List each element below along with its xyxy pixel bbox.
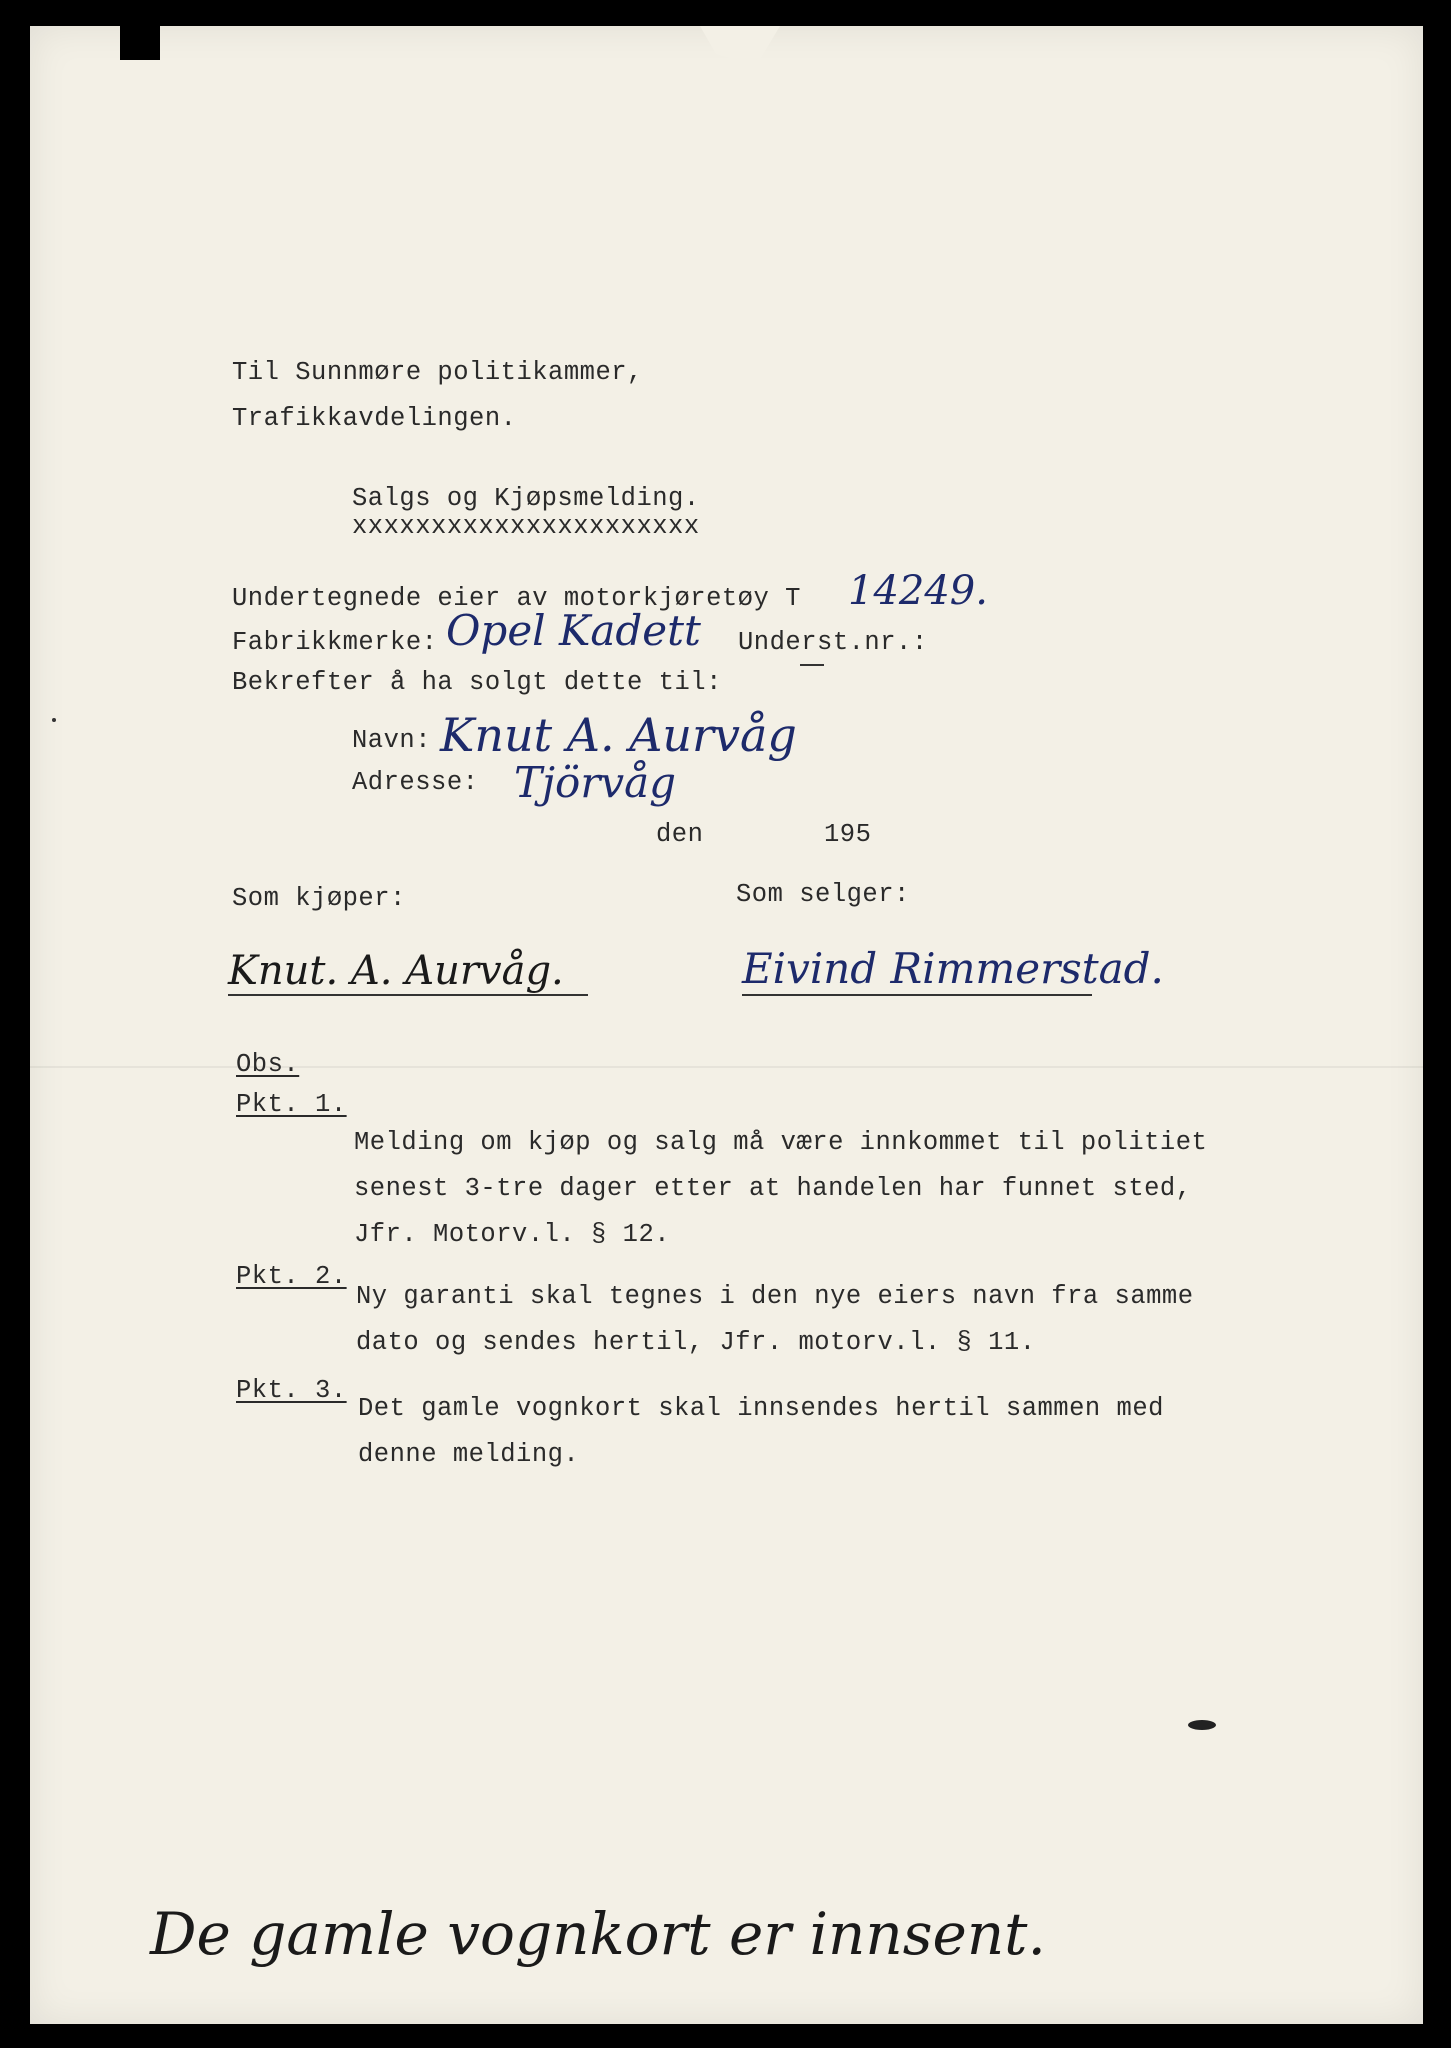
seller-label: Som selger: bbox=[736, 880, 910, 909]
chassis-label: Underst.nr.: bbox=[738, 628, 928, 657]
point-2-line-1: Ny garanti skal tegnes i den nye eiers navn fra samme bbox=[356, 1282, 1194, 1311]
document-title: Salgs og Kjøpsmelding. bbox=[352, 484, 700, 513]
registration-number: 14249. bbox=[848, 568, 988, 614]
point-3-label: Pkt. 3. bbox=[236, 1376, 347, 1405]
make-value: Opel Kadett bbox=[446, 606, 701, 655]
paper-notch bbox=[120, 20, 160, 60]
point-1-line-1: Melding om kjøp og salg må være innkommet til politiet bbox=[354, 1128, 1208, 1157]
point-1-label: Pkt. 1. bbox=[236, 1090, 347, 1119]
point-1-line-3: Jfr. Motorv.l. § 12. bbox=[354, 1220, 671, 1249]
make-label: Fabrikkmerke: bbox=[232, 628, 438, 657]
title-strikeout: xxxxxxxxxxxxxxxxxxxxxx bbox=[352, 512, 700, 541]
buyer-signature-line bbox=[228, 994, 588, 996]
name-label: Navn: bbox=[352, 726, 432, 755]
ink-smudge bbox=[1188, 1720, 1216, 1730]
date-year: 195 bbox=[824, 820, 872, 849]
owner-label: Undertegnede eier av motorkjøretøy T bbox=[232, 584, 801, 613]
confirm-label: Bekrefter å ha solgt dette til: bbox=[232, 668, 722, 697]
point-2-label: Pkt. 2. bbox=[236, 1262, 347, 1291]
name-value: Knut A. Aurvåg bbox=[440, 708, 797, 762]
seller-signature-line bbox=[742, 994, 1092, 996]
address-value: Tjörvåg bbox=[514, 758, 677, 807]
point-3-line-1: Det gamle vognkort skal innsendes hertil sammen med bbox=[358, 1394, 1164, 1423]
address-label: Adresse: bbox=[352, 768, 479, 797]
footer-handwritten-note: De gamle vognkort er innsent. bbox=[150, 1900, 1046, 1968]
date-prefix: den bbox=[656, 820, 704, 849]
department-line: Trafikkavdelingen. bbox=[232, 404, 517, 433]
chassis-dash bbox=[800, 664, 824, 666]
buyer-signature: Knut. A. Aurvåg. bbox=[228, 948, 564, 994]
seller-signature: Eivind Rimmerstad. bbox=[742, 944, 1164, 993]
ink-dot bbox=[52, 718, 56, 722]
point-3-line-2: denne melding. bbox=[358, 1440, 580, 1469]
point-1-line-2: senest 3-tre dager etter at handelen har funnet sted, bbox=[354, 1174, 1192, 1203]
obs-heading: Obs. bbox=[236, 1050, 300, 1079]
buyer-label: Som kjøper: bbox=[232, 884, 406, 913]
point-2-line-2: dato og sendes hertil, Jfr. motorv.l. § 11. bbox=[356, 1328, 1036, 1357]
addressee-line: Til Sunnmøre politikammer, bbox=[232, 358, 643, 387]
